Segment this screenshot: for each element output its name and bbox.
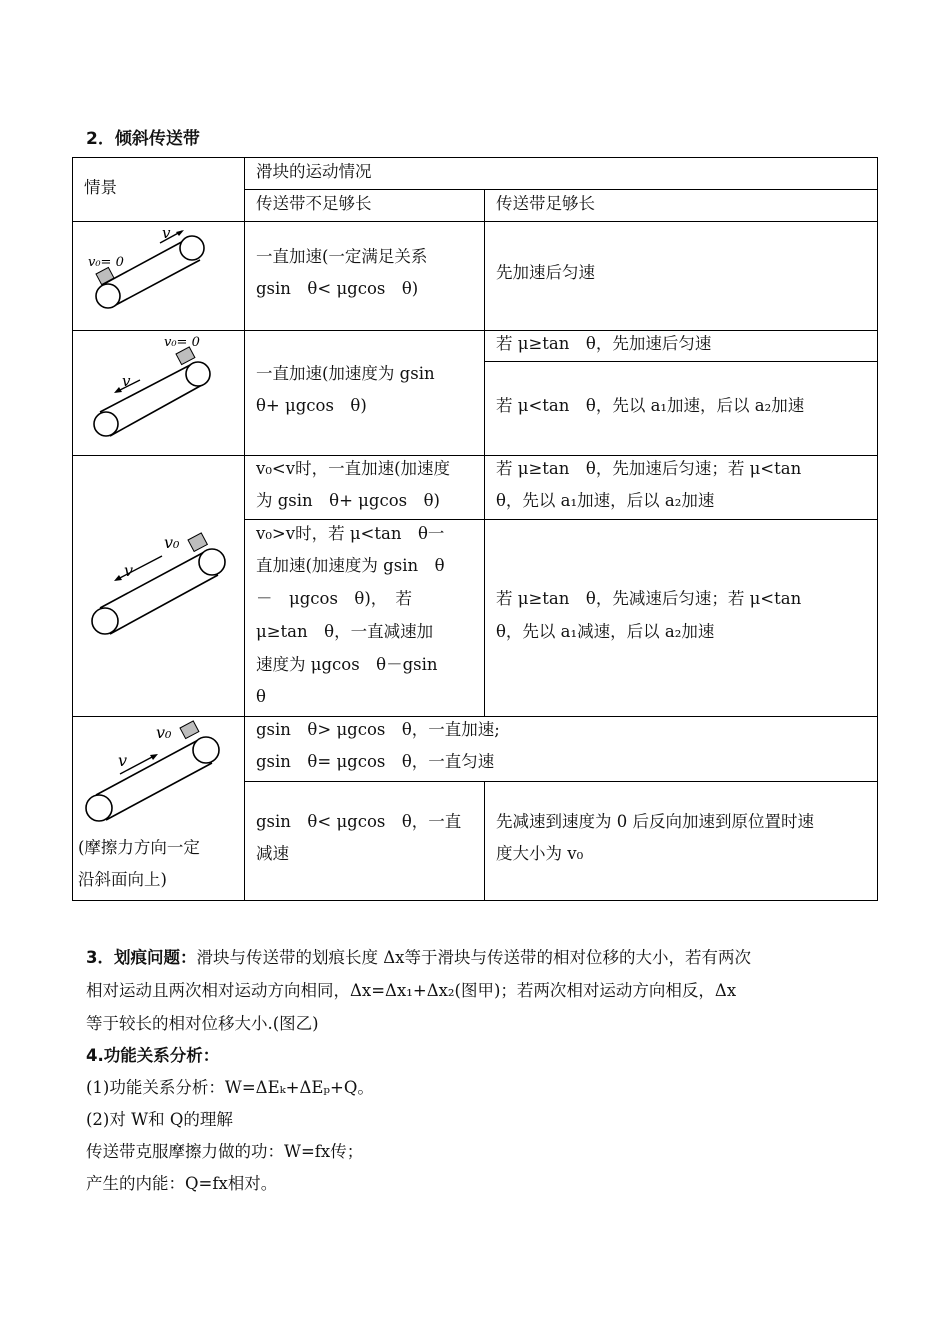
row4-b-short-line-2: 减速 xyxy=(256,844,289,863)
row3-b-short-line-6: θ xyxy=(256,687,266,706)
diagram-belt-1 xyxy=(78,224,238,328)
row3-a-short-line-1: v₀<v时，一直加速(加速度 xyxy=(256,459,451,478)
row3-a-long-line-2: θ，先以 a₁加速，后以 a₂加速 xyxy=(496,491,715,510)
row3-a-short-line-2: 为 gsin θ+ μgcos θ) xyxy=(256,491,440,510)
header-motion: 滑块的运动情况 xyxy=(256,162,372,181)
row4-b-long-line-2: 度大小为 v₀ xyxy=(496,844,584,863)
row4-b-long-line-1: 先减速到速度为 0 后反向加速到原位置时速 xyxy=(496,812,814,831)
section-3-line-3: 等于较长的相对位移大小.(图乙) xyxy=(86,1014,319,1033)
row2-short-line-1: 一直加速(加速度为 gsin xyxy=(256,364,435,383)
row1-short-line-2: gsin θ< μgcos θ) xyxy=(256,279,419,298)
row3-b-long-line-1: 若 μ≥tan θ，先减速后匀速；若 μ<tan xyxy=(496,589,802,608)
diagram-belt-4 xyxy=(78,718,240,830)
section-3-line-2: 相对运动且两次相对运动方向相同，Δx=Δx₁+Δx₂(图甲)；若两次相对运动方向相反，Δx xyxy=(86,981,737,1000)
row3-b-short-line-1: v₀>v时，若 μ<tan θ一 xyxy=(256,524,445,543)
diagram-1-v0-label: v₀= 0 xyxy=(88,255,124,270)
row3-b-short-line-3: － μgcos θ)， 若 xyxy=(256,589,413,608)
diagram-1-v-label: v xyxy=(162,224,171,242)
diagram-belt-2 xyxy=(78,332,238,454)
row3-b-short-line-4: μ≥tan θ，一直减速加 xyxy=(256,622,434,641)
diagram-belt-3 xyxy=(78,520,238,650)
row3-a-long-line-1: 若 μ≥tan θ，先加速后匀速；若 μ<tan xyxy=(496,459,802,478)
section-3-title: 3．划痕问题： xyxy=(86,948,197,967)
header-long-belt: 传送带足够长 xyxy=(496,194,595,213)
row4-a-line-2: gsin θ= μgcos θ，一直匀速 xyxy=(256,752,495,771)
diagram-4-note-line-2: 沿斜面向上) xyxy=(78,870,167,889)
row2-short-line-2: θ+ μgcos θ) xyxy=(256,396,367,415)
row2-long-b: 若 μ<tan θ，先以 a₁加速，后以 a₂加速 xyxy=(496,396,805,415)
row4-b-short-line-1: gsin θ< μgcos θ，一直 xyxy=(256,812,462,831)
row3-b-short-line-2: 直加速(加速度为 gsin θ xyxy=(256,556,445,575)
diagram-4-v0-label: v₀ xyxy=(156,723,172,742)
diagram-4-v-label: v xyxy=(118,751,128,770)
section-4-title: 4.功能关系分析： xyxy=(86,1046,220,1065)
diagram-3-v-label: v xyxy=(124,561,134,580)
section-2-title: 2．倾斜传送带 xyxy=(86,129,200,149)
diagram-2-v-label: v xyxy=(122,372,131,390)
diagram-2-v0-label: v₀= 0 xyxy=(164,335,200,350)
section-4-line-2: (2)对 W和 Q的理解 xyxy=(86,1110,233,1129)
header-scene: 情景 xyxy=(84,178,117,197)
section-4-line-4: 产生的内能：Q=fx相对。 xyxy=(86,1174,278,1193)
header-short-belt: 传送带不足够长 xyxy=(256,194,372,213)
section-4-line-3: 传送带克服摩擦力做的功：W=fx传； xyxy=(86,1142,364,1161)
section-4-line-1: (1)功能关系分析：W=ΔEₖ+ΔEₚ+Q。 xyxy=(86,1078,374,1097)
row1-long: 先加速后匀速 xyxy=(496,263,595,282)
row2-long-a: 若 μ≥tan θ，先加速后匀速 xyxy=(496,334,712,353)
diagram-3-v0-label: v₀ xyxy=(164,533,180,552)
row1-short-line-1: 一直加速(一定满足关系 xyxy=(256,247,428,266)
diagram-4-note-line-1: (摩擦力方向一定 xyxy=(78,838,200,857)
section-3-text-1: 滑块与传送带的划痕长度 Δx等于滑块与传送带的相对位移的大小，若有两次 xyxy=(196,948,751,967)
row4-a-line-1: gsin θ> μgcos θ，一直加速; xyxy=(256,720,500,739)
row3-b-long-line-2: θ，先以 a₁减速，后以 a₂加速 xyxy=(496,622,715,641)
section-3-line-1 xyxy=(86,942,876,974)
row3-b-short-line-5: 速度为 μgcos θ－gsin xyxy=(256,655,438,674)
